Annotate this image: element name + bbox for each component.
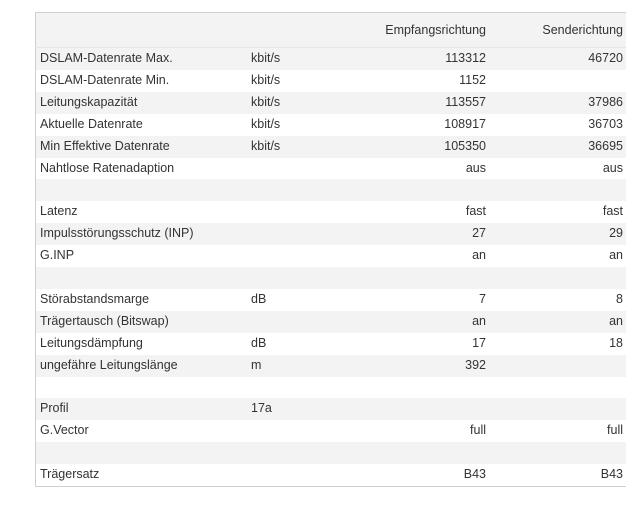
row-name: Aktuelle Datenrate: [36, 114, 248, 136]
row-name: Leitungskapazität: [36, 92, 248, 114]
row-unit: [247, 464, 355, 486]
row-unit: [247, 158, 355, 180]
row-downstream-value: 113557: [355, 92, 490, 114]
row-downstream-value: an: [355, 245, 490, 267]
row-downstream-value: B43: [355, 464, 490, 486]
table-header: [36, 13, 626, 48]
table-row: [36, 114, 626, 136]
row-upstream-value: an: [490, 245, 626, 267]
row-upstream-value: [490, 398, 626, 420]
row-upstream-value: 36695: [490, 136, 626, 158]
row-upstream-value: an: [490, 311, 626, 333]
row-name: [36, 267, 248, 289]
row-unit: [247, 311, 355, 333]
row-name: Trägersatz: [36, 464, 248, 486]
row-name: Min Effektive Datenrate: [36, 136, 248, 158]
row-upstream-value: [490, 179, 626, 201]
row-unit: [247, 201, 355, 223]
row-unit: [247, 420, 355, 442]
row-unit: kbit/s: [247, 48, 355, 70]
row-unit: [247, 377, 355, 399]
row-upstream-value: aus: [490, 158, 626, 180]
row-name: DSLAM-Datenrate Max.: [36, 48, 248, 70]
table-row: [36, 333, 626, 355]
row-downstream-value: 105350: [355, 136, 490, 158]
table-row: [36, 136, 626, 158]
row-unit: 17a: [247, 398, 355, 420]
row-name: Nahtlose Ratenadaption: [36, 158, 248, 180]
table-row: [36, 245, 626, 267]
row-upstream-value: 37986: [490, 92, 626, 114]
row-downstream-value: 17: [355, 333, 490, 355]
row-downstream-value: [355, 398, 490, 420]
row-downstream-value: 1152: [355, 70, 490, 92]
row-upstream-value: 36703: [490, 114, 626, 136]
row-downstream-value: 7: [355, 289, 490, 311]
table-row: [36, 464, 626, 486]
row-unit: kbit/s: [247, 70, 355, 92]
table-row: [36, 420, 626, 442]
row-name: G.INP: [36, 245, 248, 267]
row-unit: [247, 267, 355, 289]
row-name: G.Vector: [36, 420, 248, 442]
table-row: [36, 201, 626, 223]
table-row: [36, 223, 626, 245]
dsl-information-table: [35, 12, 626, 487]
row-downstream-value: fast: [355, 201, 490, 223]
row-unit: [247, 442, 355, 464]
table-row: [36, 179, 626, 201]
row-downstream-value: an: [355, 311, 490, 333]
row-unit: [247, 245, 355, 267]
row-upstream-value: B43: [490, 464, 626, 486]
table-row: [36, 70, 626, 92]
header-name: [36, 13, 248, 48]
row-unit: dB: [247, 333, 355, 355]
row-downstream-value: 108917: [355, 114, 490, 136]
row-name: [36, 377, 248, 399]
row-downstream-value: [355, 179, 490, 201]
header-downstream: Empfangsrichtung: [355, 13, 490, 48]
table-row: [36, 158, 626, 180]
table-row: [36, 311, 626, 333]
header-unit: [247, 13, 355, 48]
row-downstream-value: full: [355, 420, 490, 442]
row-downstream-value: 27: [355, 223, 490, 245]
row-downstream-value: [355, 267, 490, 289]
row-downstream-value: [355, 442, 490, 464]
row-name: [36, 442, 248, 464]
row-name: Latenz: [36, 201, 248, 223]
row-downstream-value: 113312: [355, 48, 490, 70]
row-unit: kbit/s: [247, 136, 355, 158]
row-name: [36, 179, 248, 201]
row-name: Leitungsdämpfung: [36, 333, 248, 355]
row-upstream-value: full: [490, 420, 626, 442]
row-name: Profil: [36, 398, 248, 420]
table-row: [36, 92, 626, 114]
row-upstream-value: [490, 70, 626, 92]
table-row: [36, 355, 626, 377]
row-unit: kbit/s: [247, 92, 355, 114]
table-body: [36, 48, 626, 487]
row-upstream-value: [490, 267, 626, 289]
row-unit: [247, 179, 355, 201]
row-name: DSLAM-Datenrate Min.: [36, 70, 248, 92]
table-row: [36, 289, 626, 311]
row-unit: m: [247, 355, 355, 377]
row-name: Trägertausch (Bitswap): [36, 311, 248, 333]
table-row: [36, 377, 626, 399]
row-downstream-value: aus: [355, 158, 490, 180]
row-upstream-value: fast: [490, 201, 626, 223]
row-upstream-value: [490, 442, 626, 464]
row-unit: [247, 223, 355, 245]
row-upstream-value: 46720: [490, 48, 626, 70]
row-name: Impulsstörungsschutz (INP): [36, 223, 248, 245]
table-row: [36, 398, 626, 420]
row-unit: kbit/s: [247, 114, 355, 136]
header-row: [36, 13, 626, 48]
row-name: Störabstandsmarge: [36, 289, 248, 311]
table-row: [36, 442, 626, 464]
row-downstream-value: [355, 377, 490, 399]
row-upstream-value: [490, 355, 626, 377]
row-upstream-value: 18: [490, 333, 626, 355]
table-row: [36, 267, 626, 289]
header-upstream: Senderichtung: [490, 13, 626, 48]
table-row: [36, 48, 626, 70]
row-downstream-value: 392: [355, 355, 490, 377]
row-unit: dB: [247, 289, 355, 311]
row-name: ungefähre Leitungslänge: [36, 355, 248, 377]
row-upstream-value: 29: [490, 223, 626, 245]
row-upstream-value: [490, 377, 626, 399]
row-upstream-value: 8: [490, 289, 626, 311]
